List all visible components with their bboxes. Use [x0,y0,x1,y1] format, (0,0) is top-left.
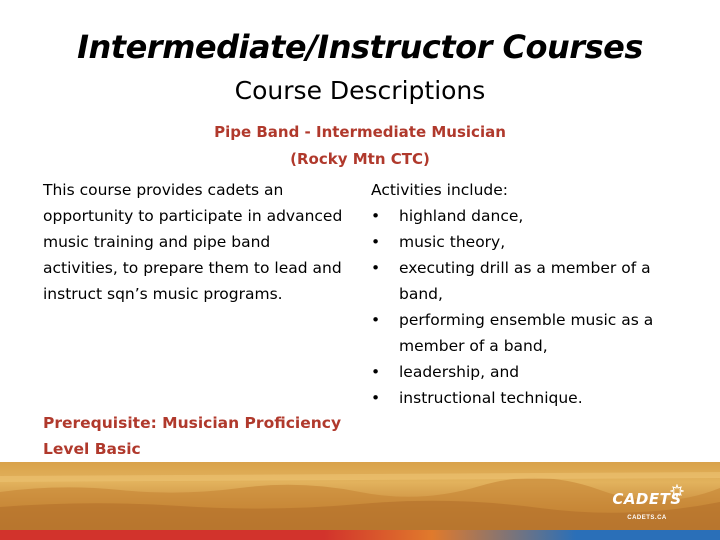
list-item: • leadership, and [371,359,671,385]
color-stripe [0,530,720,540]
activities-list [371,177,671,411]
course-name [0,119,720,173]
bullet-icon: • [371,363,381,381]
bullet-icon: • [371,233,381,251]
footer-banner [0,462,720,540]
slide-title: Intermediate/Instructor Courses [77,28,643,66]
logo-url: CADETS.CA [627,515,667,521]
list-item: • music theory, [371,229,671,255]
list-item: • instructional technique. [371,385,671,411]
bullet-icon: • [371,389,381,407]
prerequisite: Prerequisite: Musician Proficiency Level Basic [43,414,342,458]
activities-heading: Activities include: [371,181,509,199]
list-item: • highland dance, [371,203,671,229]
course-name-line-2: (Rocky Mtn CTC) [290,150,430,168]
course-name-line-1: Pipe Band - Intermediate Musician [214,123,506,141]
list-item: • executing drill as a member of a band, [371,255,671,307]
list-item: • performing ensemble music as a member of a band, [371,307,671,359]
cadets-logo [604,482,690,528]
logo-wordmark: CADETS [612,490,682,508]
maple-leaf-icon [670,484,684,498]
bullet-icon: • [371,311,381,329]
bullet-icon: • [371,207,381,225]
slide-subtitle: Course Descriptions [234,76,486,105]
bullet-icon: • [371,259,381,277]
course-description: This course provides cadets an opportunity to participate in advanced music training and pipe band activities, to prepare them to lead and instruct sqn’s music programs. [43,181,343,303]
